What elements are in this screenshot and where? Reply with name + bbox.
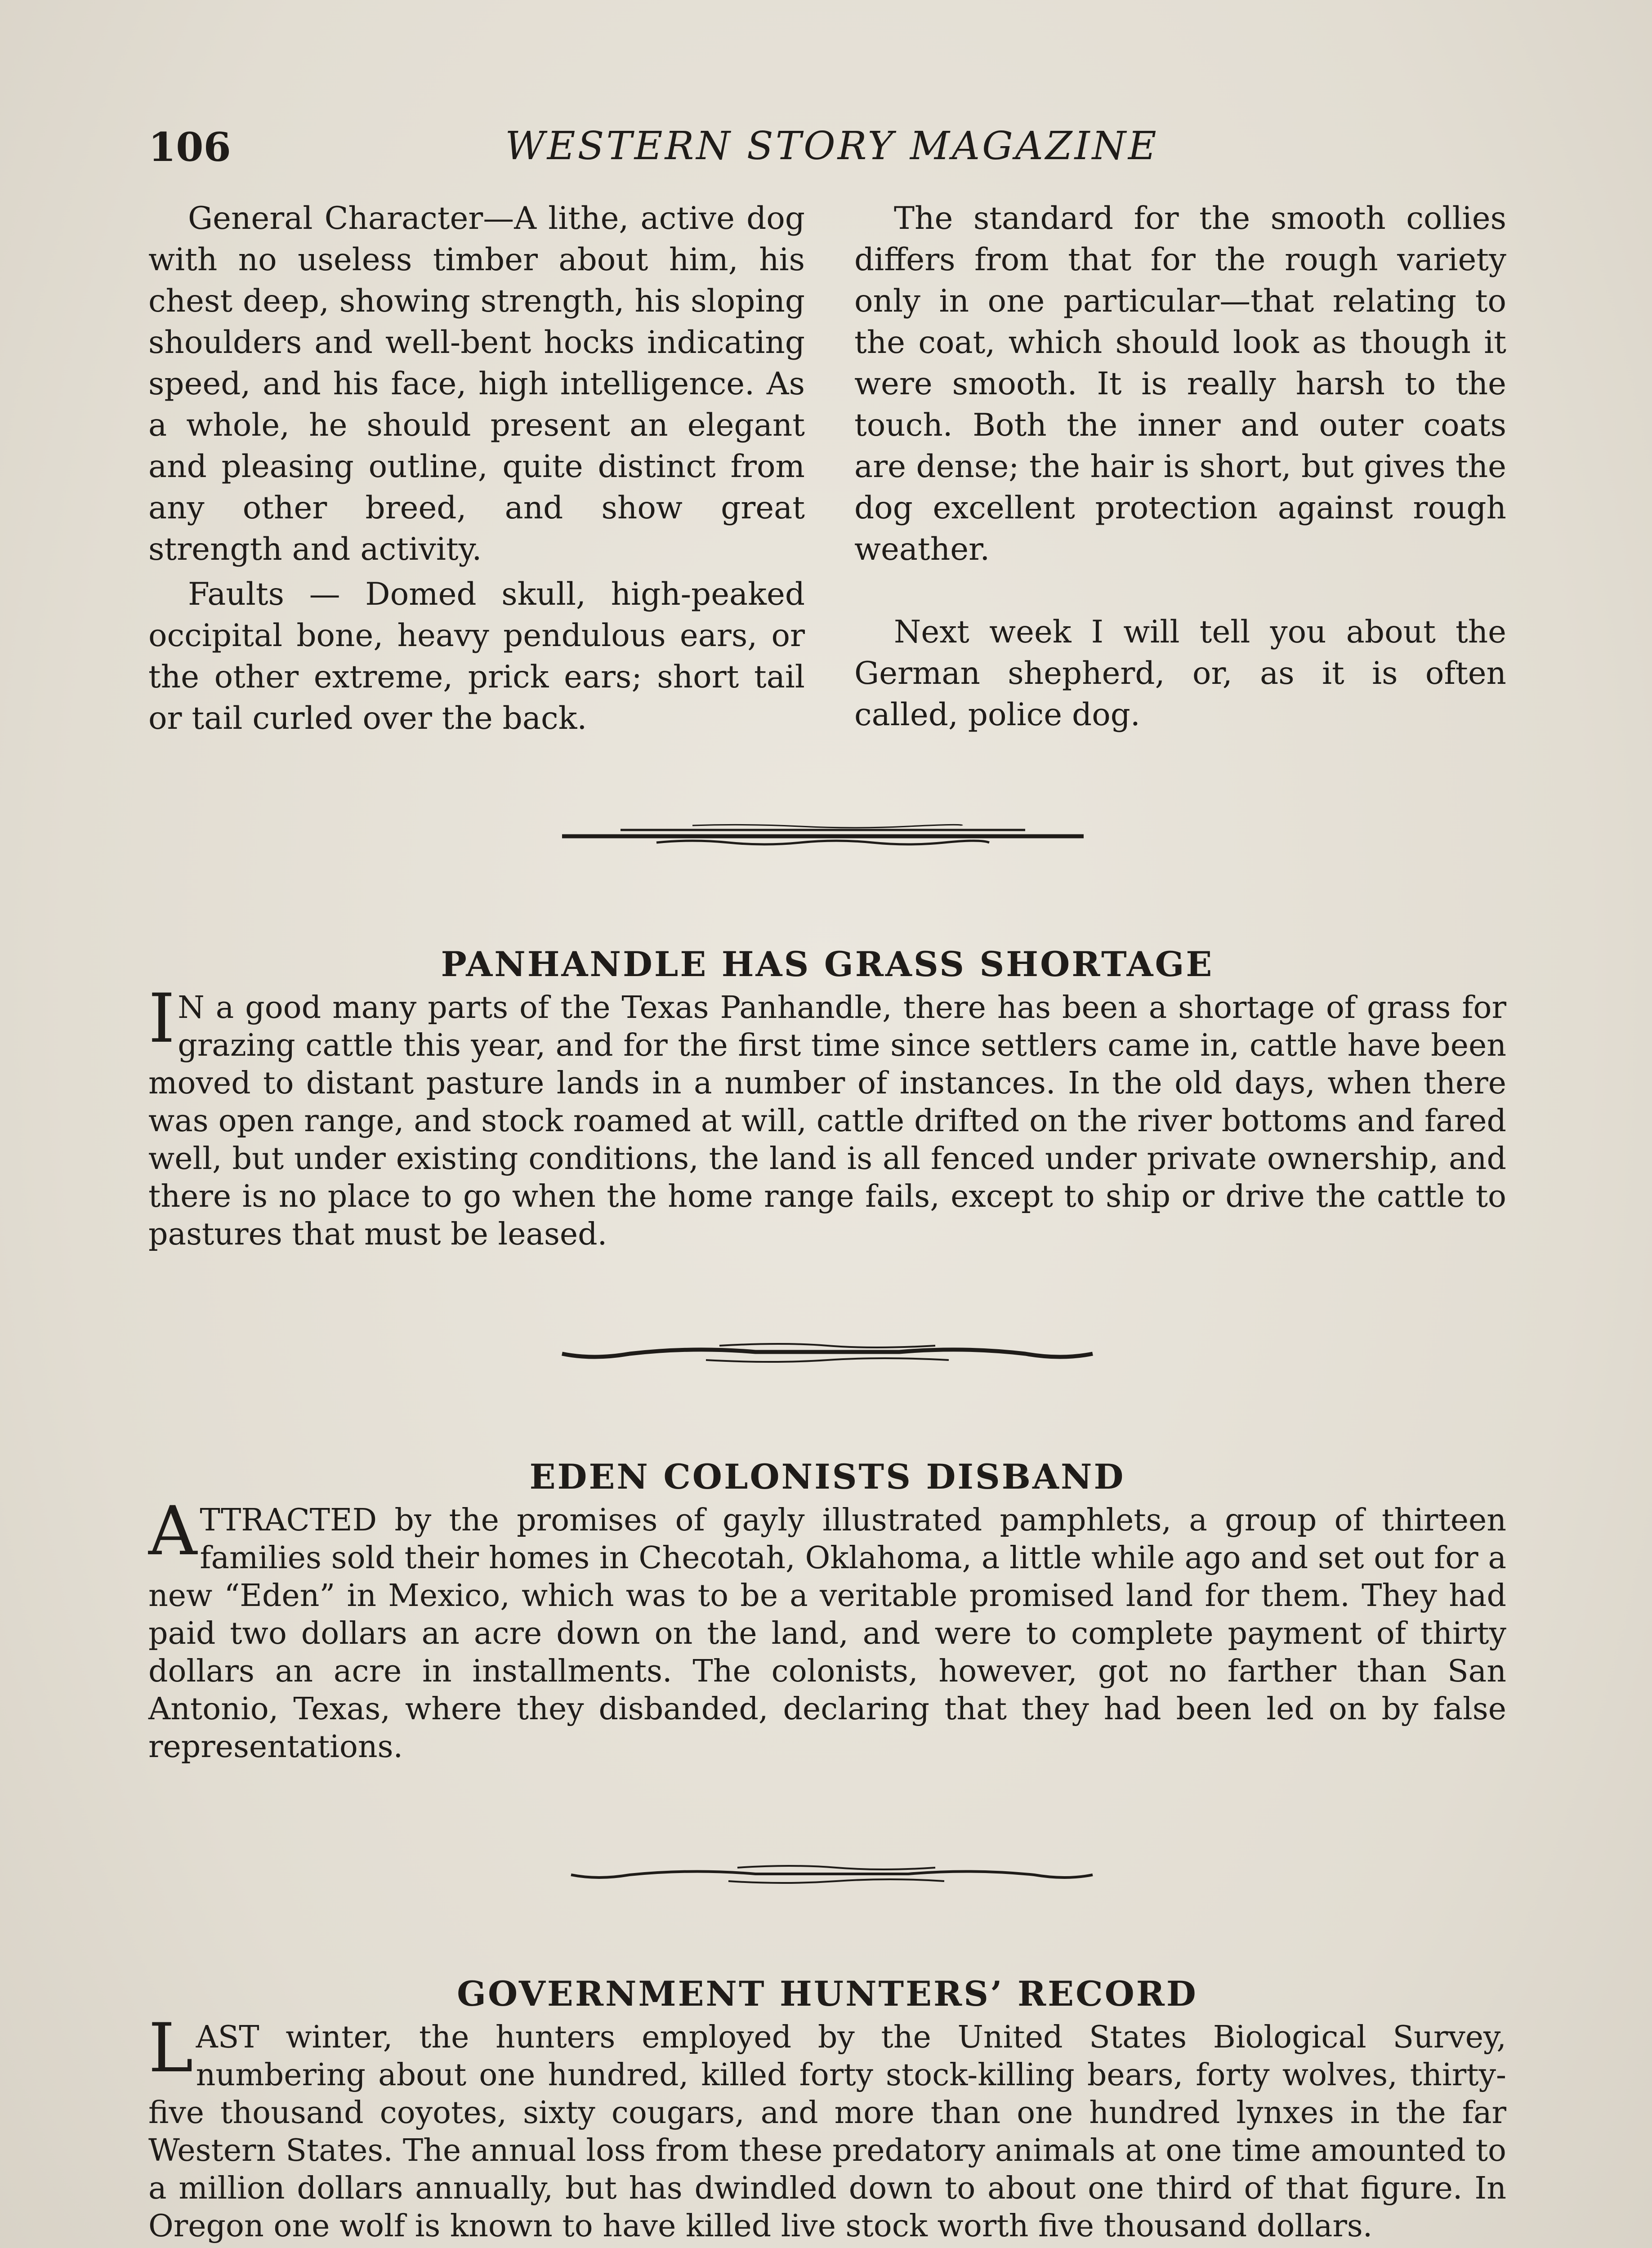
ornamental-divider: [558, 823, 1088, 850]
hunters-body: [148, 2009, 1506, 2245]
magazine-title: WESTERN STORY MAGAZINE: [505, 124, 1159, 169]
panhandle-body: [148, 980, 1506, 1253]
hunters-headline: GOVERNMENT HUNTERS’ RECORD: [457, 1974, 1198, 2014]
general-character-paragraph: General Character—A lithe, active dog with no useless timber about him, his chest deep, showing strength, his sloping shoulders and well-bent hocks indicating speed, and his face, high intelligence. As a whole, he should present an elegant and pleasing outline, quite distinct from any other breed, and show great strength and activity.: [148, 201, 805, 567]
eden-headline: EDEN COLONISTS DISBAND: [529, 1457, 1125, 1497]
hunters-article: [148, 1969, 1506, 2245]
drop-cap: L: [148, 2009, 193, 2087]
faults-paragraph: Faults — Domed skull, high-peaked occipital bone, heavy pendulous ears, or the other extreme, prick ears; short tail or tail curled over the back.: [148, 576, 805, 736]
eden-body: [148, 1492, 1506, 1766]
next-week-paragraph: Next week I will tell you about the German shepherd, or, as it is often called, police dog.: [854, 614, 1506, 733]
collie-article-left-column: [148, 198, 805, 739]
hunters-body-text: AST winter, the hunters employed by the United States Biological Survey, numbering about one hundred, killed forty stock-killing bears, forty wolves, thirty-five thousand coyotes, sixty cougars, and more than one hundred lynxes in the far Western States. The annual loss from these predatory animals at one time amounted to a million dollars annually, but has dwindled down to about one third of that figure. In Oregon one wolf is known to have killed live stock worth five thousand dollars.: [148, 2020, 1506, 2244]
panhandle-article: [148, 940, 1506, 1253]
eden-body-text: TTRACTED by the promises of gayly illustrated pamphlets, a group of thirteen families sold their homes in Checotah, Oklahoma, a little while ago and set out for a new “Eden” in Mexico, which was to be a veritable promised land for them. They had paid two dollars an acre down on the land, and were to complete payment of thirty dollars an acre in installments. The colonists, however, got no farther than San Antonio, Texas, where they disbanded, declaring that they had been led on by false representations.: [148, 1503, 1506, 1765]
running-header: [148, 115, 1515, 182]
eden-article: [148, 1452, 1506, 1766]
page-number: 106: [148, 124, 231, 170]
ornamental-divider: [567, 1861, 1097, 1888]
ornamental-divider: [558, 1338, 1097, 1369]
drop-cap: I: [148, 980, 175, 1058]
panhandle-body-text: N a good many parts of the Texas Panhandle, there has been a shortage of grass for grazing cattle this year, and for the first time since settlers came in, cattle have been moved to distant pasture lands in a number of instances. In the old days, when there was open range, and stock roamed at will, cattle drifted on the river bottoms and fared well, but under existing conditions, the land is all fenced under private ownership, and there is no place to go when the home range fails, except to ship or drive the cattle to pastures that must be leased.: [148, 990, 1506, 1252]
drop-cap: A: [148, 1492, 197, 1570]
collie-article-right-column: [854, 198, 1506, 736]
smooth-collie-paragraph: The standard for the smooth collies differs from that for the rough variety only in one particular—that relating to the coat, which should look as though it were smooth. It is really harsh to the touch. Both the inner and outer coats are dense; the hair is short, but gives the dog excellent protection against rough weather.: [854, 201, 1506, 567]
panhandle-headline: PANHANDLE HAS GRASS SHORTAGE: [441, 944, 1214, 984]
